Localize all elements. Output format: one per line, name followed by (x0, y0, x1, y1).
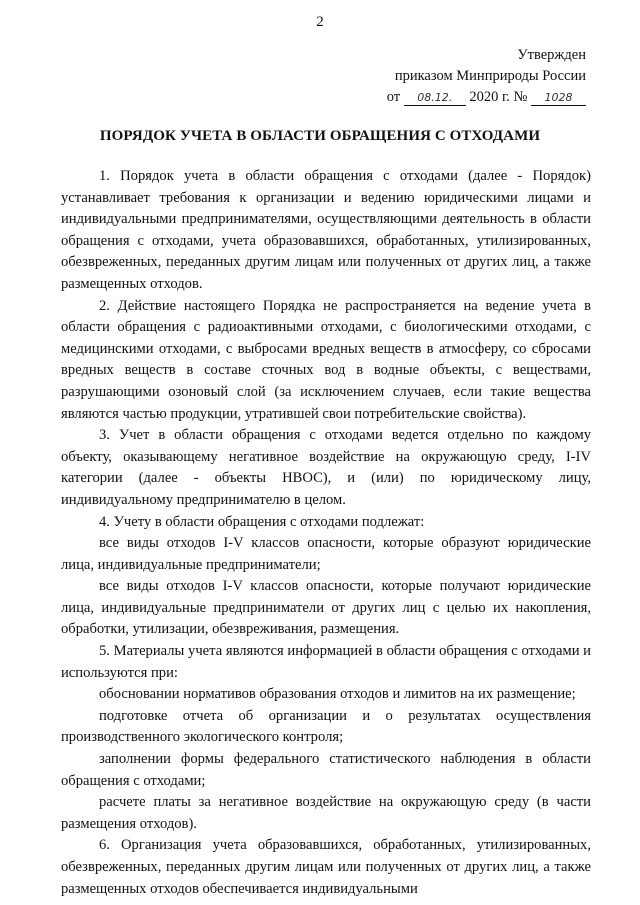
paragraph-5: 5. Материалы учета являются информацией в области обращения с отходами и используются при: (61, 643, 591, 681)
paragraph-4-item-1: все виды отходов I-V классов опасности, которые образуют юридические лица, индивидуальные предприниматели; (61, 535, 591, 573)
year-text: 2020 г. № (469, 89, 528, 105)
handwritten-date: 08.12. (404, 91, 466, 106)
paragraph-5-item-3: заполнении формы федерального статистического наблюдения в области обращения с отходами; (61, 751, 591, 789)
handwritten-order-number: 1028 (531, 91, 586, 106)
paragraph-6: 6. Организация учета образовавшихся, обработанных, утилизированных, обезвреженных, переданных другим лицам или полученных от других лиц, а также размещенных отходов обеспечивается индивидуальными (61, 837, 591, 897)
paragraph-3: 3. Учет в области обращения с отходами ведется отдельно по каждому объекту, оказывающему негативное воздействие на окружающую среду, I-IV категории (далее - объекты НВОС), и (или) по юридическому лицу, индивидуальному предпринимателю в целом. (61, 427, 591, 508)
document-body (61, 166, 591, 900)
paragraph-2: 2. Действие настоящего Порядка не распространяется на ведение учета в области обращения с радиоактивными отходами, с биологическими отходами, с медицинскими отходами, с выбросами вредных веществ в атмосферу, со сбросами вредных веществ в составе сточных вод в водные объекты, с веществами, разрушающими озоновый слой (за исключением случаев, если такие вещества являются частью продукции, утратившей свои потребительские свойства). (61, 297, 591, 422)
approval-block (387, 45, 586, 108)
paragraph-5-item-4: расчете платы за негативное воздействие на окружающую среду (в части размещения отходов). (61, 794, 591, 832)
paragraph-1: 1. Порядок учета в области обращения с отходами (далее - Порядок) устанавливает требования к организации и ведению юридическими лицами и индивидуальными предпринимателями, осуществляющими деятельность в области обращения с отходами, учета образовавшихся, обработанных, утилизированных, обезвреженных, переданных другим лицам или полученных от других лиц, а также размещенных отходов. (61, 168, 591, 292)
approval-line-2: приказом Минприроды России (394, 68, 586, 84)
paragraph-5-item-1: обосновании нормативов образования отходов и лимитов на их размещение; (99, 686, 576, 703)
page-number: 2 (316, 14, 324, 30)
approval-date-line (387, 87, 586, 108)
document-title: ПОРЯДОК УЧЕТА В ОБЛАСТИ ОБРАЩЕНИЯ С ОТХОДАМИ (99, 128, 541, 144)
from-prefix: от (386, 89, 401, 105)
paragraph-4: 4. Учету в области обращения с отходами подлежат: (99, 513, 425, 530)
paragraph-4-item-2: все виды отходов I-V классов опасности, которые получают юридические лица, индивидуальные предприниматели от других лиц с целью их накопления, обработки, утилизации, обезвреживания, размещения. (61, 578, 591, 638)
approval-line-1: Утвержден (517, 47, 586, 63)
paragraph-5-item-2: подготовке отчета об организации и о результатах осуществления производственного экологического контроля; (61, 707, 591, 746)
